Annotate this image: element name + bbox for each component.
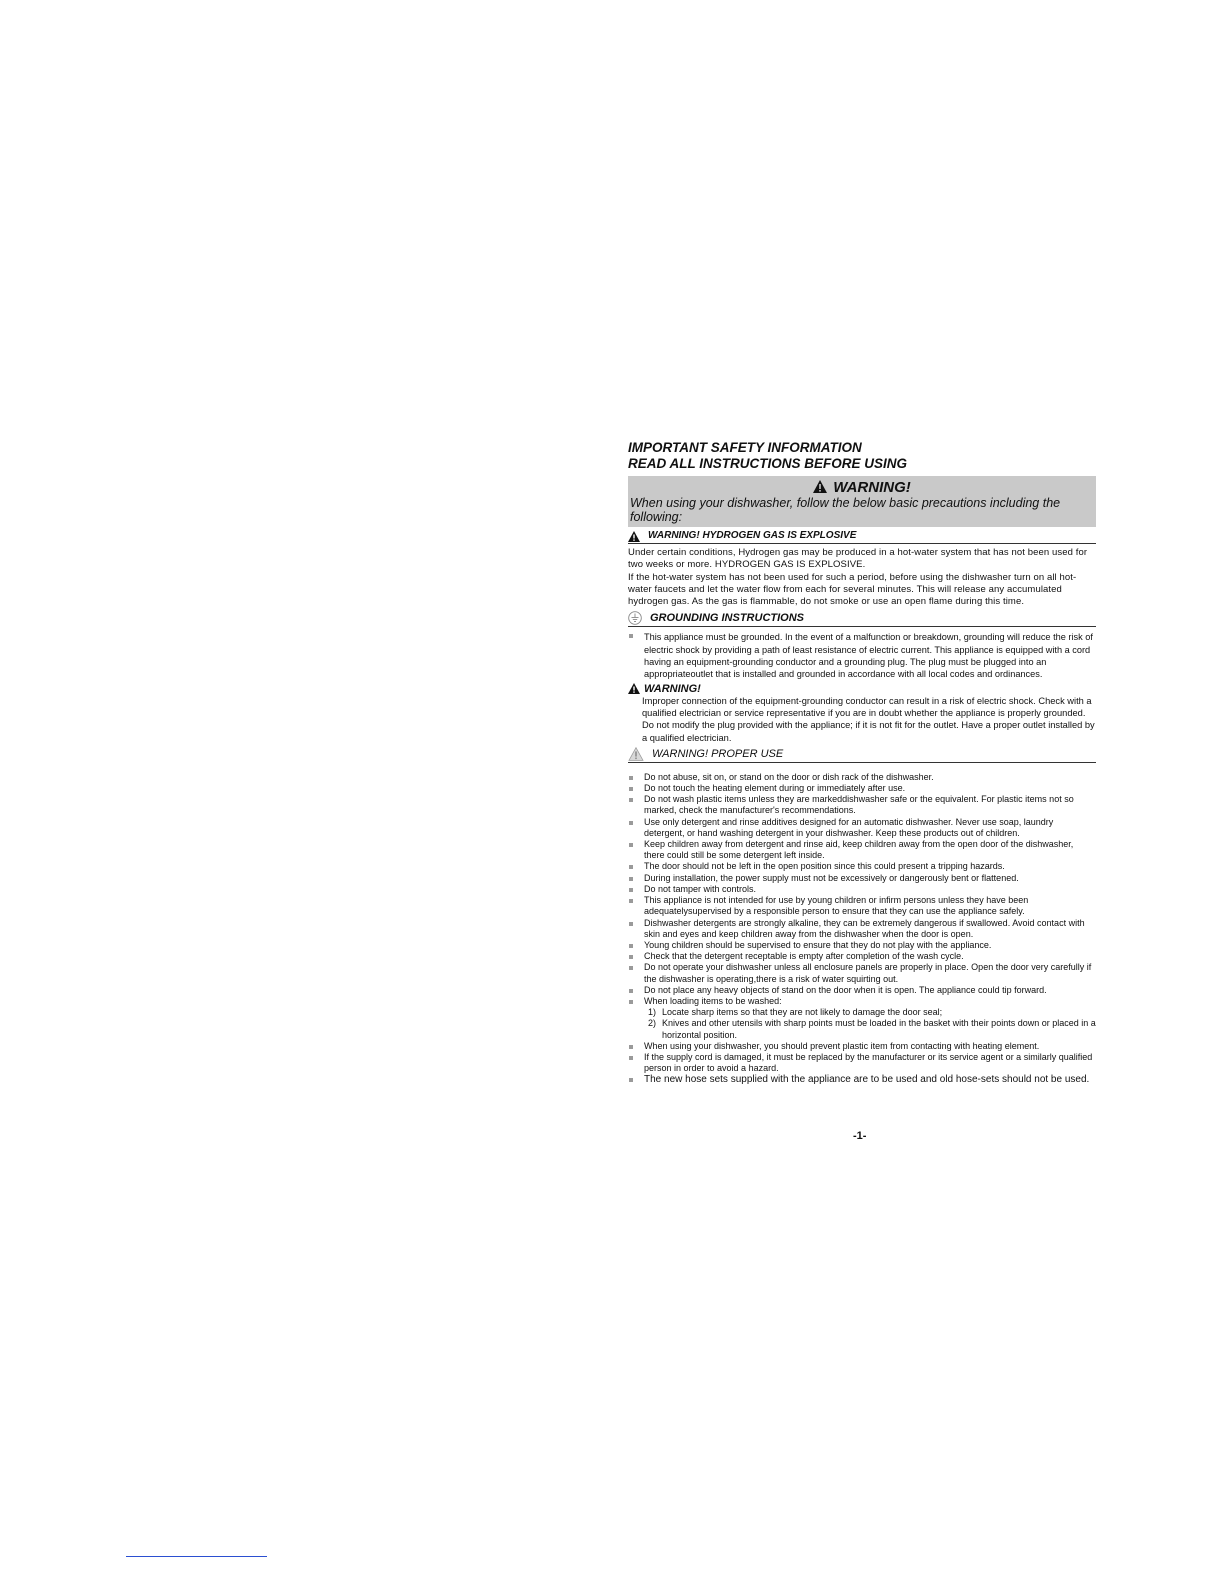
warning-inline-text: Improper connection of the equipment-grounding conductor can result in a risk of electric shock. Check with a qualified electrician or service representative if you are in doubt whether the appliance is properly grounded. Do not modify the plug provided with the appliance; if it is not fit for the outlet. Have a proper outlet installed by a qualified electrician. <box>642 695 1095 743</box>
warning-box-title <box>630 479 1094 496</box>
sub-item-text: Knives and other utensils with sharp points must be loaded in the basket with their points down or placed in a horizontal position. <box>662 1018 1096 1040</box>
list-item: This appliance must be grounded. In the event of a malfunction or breakdown, grounding will reduce the risk of electric shock by providing a path of least resistance of electric current. This appliance is equipped with a cord having an equipment-grounding conductor and a grounding plug. The plug must be plugged into an appropriateoutlet that is installed and grounded in accordance with all local codes and ordinances. <box>628 631 1096 680</box>
list-item: Use only detergent and rinse additives designed for an automatic dishwasher. Never use soap, laundry detergent, or hand washing detergent in your dishwasher. Keep these products out of children. <box>628 817 1096 839</box>
list-item: This appliance is not intended for use by young children or infirm persons unless they have been adequatelysupervised by a responsible person to ensure that they can use the appliance safely. <box>628 895 1096 917</box>
page-heading-line2: READ ALL INSTRUCTIONS BEFORE USING <box>628 456 908 471</box>
proper-use-list <box>628 772 1096 1086</box>
grounding-section-header <box>628 611 1096 627</box>
list-item: Young children should be supervised to ensure that they do not play with the appliance. <box>628 940 1096 951</box>
page-heading-line1: IMPORTANT SAFETY INFORMATION <box>628 440 862 455</box>
hydrogen-paragraph-2: If the hot-water system has not been used for such a period, before using the dishwasher turn on all hot-water faucets and let the water flow from each for several minutes. This will release any accumulated hydrogen gas. As the gas is flammable, do not smoke or use an open flame during this time. <box>628 571 1077 608</box>
hydrogen-section-header <box>628 530 1096 544</box>
sub-item-text: Locate sharp items so that they are not likely to damage the door seal; <box>662 1007 943 1018</box>
list-item: The new hose sets supplied with the appliance are to be used and old hose-sets should not be used. <box>628 1074 1096 1086</box>
footnote-rule <box>126 1556 267 1557</box>
warning-triangle-icon <box>628 531 640 542</box>
warning-triangle-icon <box>628 683 640 694</box>
list-item: Do not place any heavy objects of stand on the door when it is open. The appliance could tip forward. <box>628 985 1096 996</box>
sub-item <box>646 1007 1096 1018</box>
sub-item-number: 1) <box>648 1007 657 1018</box>
list-item: During installation, the power supply must not be excessively or dangerously bent or flattened. <box>628 873 1096 884</box>
list-item: The door should not be left in the open position since this could present a tripping hazards. <box>628 861 1096 872</box>
list-item: Do not touch the heating element during or immediately after use. <box>628 783 1096 794</box>
list-item: If the supply cord is damaged, it must be replaced by the manufacturer or its service agent or a similarly qualified person in order to avoid a hazard. <box>628 1052 1096 1074</box>
warning-box-title-text: WARNING! <box>833 479 911 496</box>
warning-box-text: When using your dishwasher, follow the below basic precautions including the following: <box>630 496 1061 524</box>
warning-inline-title: WARNING! <box>644 682 701 695</box>
list-item: Check that the detergent receptable is empty after completion of the wash cycle. <box>628 951 1096 962</box>
loading-intro: When loading items to be washed: <box>644 995 782 1006</box>
loading-sublist <box>644 1007 1096 1041</box>
warning-triangle-icon <box>628 747 644 761</box>
proper-use-section-header <box>628 747 1096 763</box>
list-item-loading <box>628 996 1096 1041</box>
ground-symbol-icon <box>628 611 642 625</box>
warning-inline-header <box>628 683 1096 695</box>
list-item: Do not wash plastic items unless they are markeddishwasher safe or the equivalent. For plastic items not so marked, check the manufacturer's recommendations. <box>628 794 1096 816</box>
list-item: Do not tamper with controls. <box>628 884 1096 895</box>
sub-item <box>646 1018 1096 1040</box>
grounding-section-title: GROUNDING INSTRUCTIONS <box>650 612 804 625</box>
hydrogen-section-title: WARNING! HYDROGEN GAS IS EXPLOSIVE <box>648 530 857 541</box>
warning-triangle-icon <box>813 480 827 493</box>
list-item: Dishwasher detergents are strongly alkaline, they can be extremely dangerous if swallowed. Avoid contact with skin and eyes and keep children away from the dishwasher when the door is open. <box>628 918 1096 940</box>
manual-page-content <box>628 440 1096 1086</box>
hydrogen-paragraph-1: Under certain conditions, Hydrogen gas may be produced in a hot-water system that has not been used for two weeks or more. HYDROGEN GAS IS EXPLOSIVE. <box>628 547 1088 571</box>
list-item: Do not operate your dishwasher unless all enclosure panels are properly in place. Open the door very carefully if the dishwasher is operating,there is a risk of water squirting out. <box>628 962 1096 984</box>
warning-box <box>628 476 1096 527</box>
page-number: -1- <box>853 1130 867 1142</box>
list-item: Do not abuse, sit on, or stand on the door or dish rack of the dishwasher. <box>628 772 1096 783</box>
proper-use-section-title: WARNING! PROPER USE <box>652 747 784 760</box>
list-item: Keep children away from detergent and rinse aid, keep children away from the open door of the dishwasher, there could still be some detergent left inside. <box>628 839 1096 861</box>
list-item: When using your dishwasher, you should prevent plastic item from contacting with heating element. <box>628 1041 1096 1052</box>
sub-item-number: 2) <box>648 1018 657 1029</box>
grounding-list <box>628 631 1096 680</box>
